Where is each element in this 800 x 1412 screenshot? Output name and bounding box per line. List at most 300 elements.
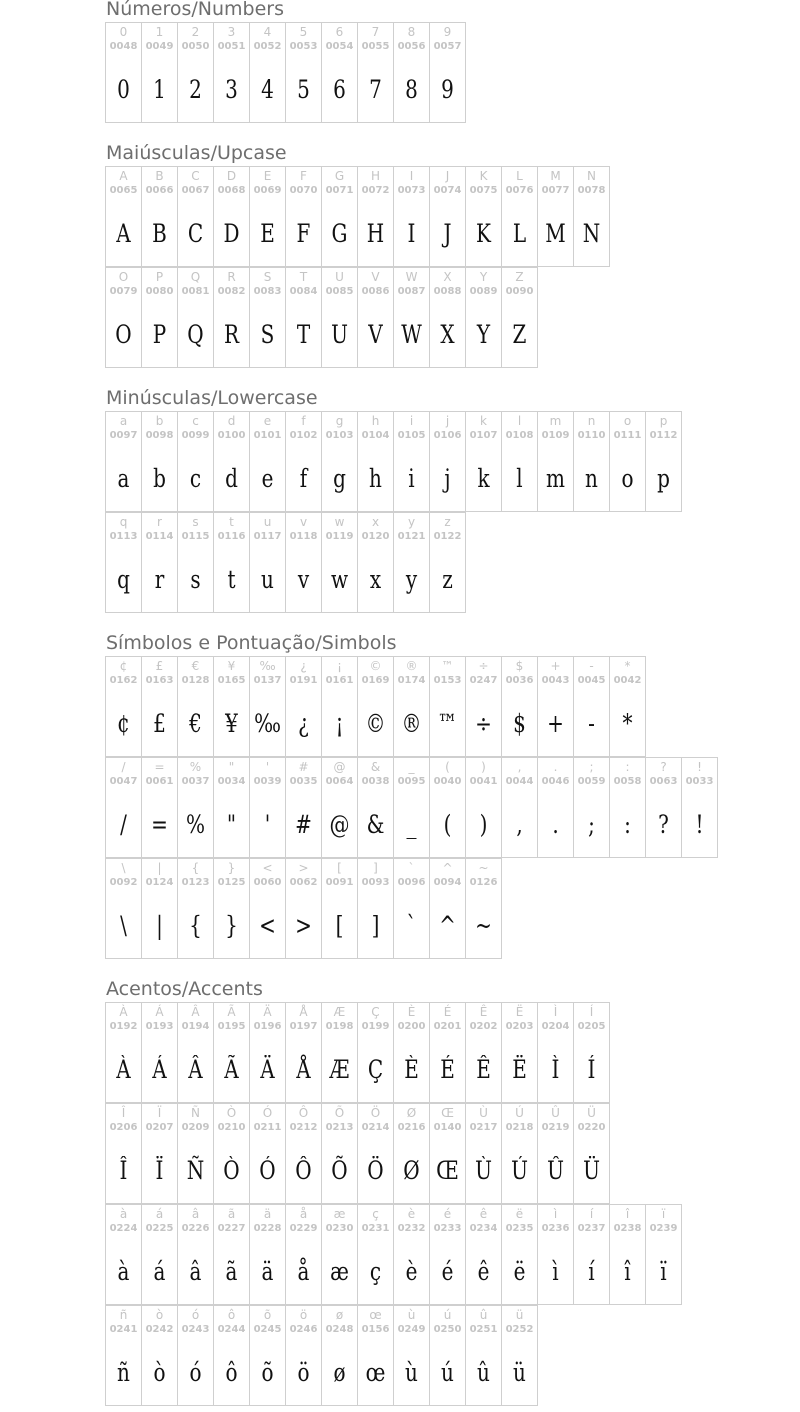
glyph-code: 0118 xyxy=(289,531,318,542)
glyph-cell xyxy=(286,758,322,858)
glyph-label: ç xyxy=(372,1207,379,1221)
glyph-code: 0076 xyxy=(505,185,534,196)
glyph-sample: V xyxy=(368,320,383,349)
glyph-code: 0043 xyxy=(541,675,570,686)
glyph-cell xyxy=(106,1306,142,1406)
glyph-cell xyxy=(106,513,142,613)
glyph-label: ò xyxy=(155,1308,164,1322)
glyph-code: 0095 xyxy=(397,776,426,787)
glyph-label: © xyxy=(369,659,382,673)
glyph-sample: Ï xyxy=(155,1156,164,1185)
glyph-sample: ) xyxy=(479,810,488,839)
glyph-label: € xyxy=(191,659,200,673)
glyph-sample: n xyxy=(585,464,598,493)
glyph-sample: À xyxy=(116,1055,131,1084)
glyph-cell xyxy=(214,513,250,613)
glyph-label: à xyxy=(119,1207,128,1221)
glyph-code: 0115 xyxy=(181,531,210,542)
glyph-code: 0169 xyxy=(361,675,390,686)
glyph-code: 0113 xyxy=(109,531,138,542)
glyph-cell xyxy=(322,513,358,613)
glyph-sample: > xyxy=(295,911,312,940)
glyph-sample: Ë xyxy=(512,1055,527,1084)
glyph-label: ù xyxy=(407,1308,416,1322)
glyph-code: 0121 xyxy=(397,531,426,542)
glyph-label: ` xyxy=(408,861,415,875)
glyph-label: N xyxy=(587,169,596,183)
glyph-sample: ó xyxy=(189,1358,202,1387)
glyph-code: 0232 xyxy=(397,1223,426,1234)
glyph-code: 0224 xyxy=(109,1223,138,1234)
glyph-label: â xyxy=(191,1207,200,1221)
glyph-code: 0119 xyxy=(325,531,354,542)
glyph-cell xyxy=(142,859,178,959)
glyph-cell xyxy=(142,1104,178,1204)
glyph-code: 0033 xyxy=(685,776,714,787)
glyph-label: F xyxy=(300,169,307,183)
glyph-label: @ xyxy=(333,760,346,774)
glyph-sample: æ xyxy=(330,1257,349,1286)
glyph-cell xyxy=(430,23,466,123)
glyph-sample: å xyxy=(297,1257,310,1286)
glyph-cell xyxy=(538,758,574,858)
glyph-sample: Ñ xyxy=(186,1156,205,1185)
glyph-label: Û xyxy=(551,1106,560,1120)
glyph-label: b xyxy=(155,414,164,428)
glyph-cell xyxy=(178,23,214,123)
glyph-sample: 5 xyxy=(297,75,310,104)
glyph-sample: M xyxy=(545,219,566,248)
glyph-cell xyxy=(322,167,358,267)
glyph-code: 0242 xyxy=(145,1324,174,1335)
glyph-code: 0227 xyxy=(217,1223,246,1234)
glyph-code: 0064 xyxy=(325,776,354,787)
glyph-label: Œ xyxy=(441,1106,454,1120)
glyph-sample: Ú xyxy=(511,1156,528,1185)
glyph-sample: g xyxy=(333,464,346,493)
glyph-code: 0074 xyxy=(433,185,462,196)
glyph-sample: K xyxy=(476,219,491,248)
glyph-cell xyxy=(466,657,502,757)
glyph-sample: , xyxy=(516,810,523,839)
glyph-code: 0049 xyxy=(145,41,174,52)
glyph-cell xyxy=(250,657,286,757)
glyph-label: Ò xyxy=(226,1106,237,1120)
glyph-code: 0114 xyxy=(145,531,174,542)
glyph-cell xyxy=(610,412,646,512)
glyph-sample: 2 xyxy=(189,75,202,104)
glyph-code: 0089 xyxy=(469,286,498,297)
section-title-numbers: Números/Numbers xyxy=(106,0,284,20)
glyph-sample: ] xyxy=(371,911,380,940)
glyph-code: 0156 xyxy=(361,1324,390,1335)
glyph-cell xyxy=(646,412,682,512)
glyph-label: e xyxy=(263,414,272,428)
glyph-code: 0084 xyxy=(289,286,318,297)
glyph-cell xyxy=(106,1205,142,1305)
glyph-sample: ô xyxy=(225,1358,238,1387)
glyph-cell xyxy=(178,1205,214,1305)
glyph-sample: # xyxy=(295,810,312,839)
glyph-code: 0060 xyxy=(253,877,282,888)
glyph-sample: S xyxy=(260,320,275,349)
glyph-cell xyxy=(178,758,214,858)
glyph-cell xyxy=(250,1104,286,1204)
glyph-code: 0111 xyxy=(613,430,642,441)
glyph-sample: ¢ xyxy=(117,709,130,738)
glyph-label: ö xyxy=(299,1308,308,1322)
glyph-sample: â xyxy=(189,1257,202,1286)
glyph-code: 0165 xyxy=(217,675,246,686)
glyph-label: " xyxy=(228,760,235,774)
glyph-cell xyxy=(250,1306,286,1406)
glyph-label: s xyxy=(192,515,199,529)
glyph-cell xyxy=(322,412,358,512)
glyph-sample: É xyxy=(440,1055,455,1084)
glyph-sample: x xyxy=(369,565,382,594)
glyph-code: 0052 xyxy=(253,41,282,52)
glyph-sample: ú xyxy=(441,1358,454,1387)
glyph-label: é xyxy=(443,1207,452,1221)
glyph-sample: ? xyxy=(658,810,669,839)
glyph-cell xyxy=(178,268,214,368)
glyph-label: Ã xyxy=(227,1005,236,1019)
glyph-sample: O xyxy=(115,320,132,349)
glyph-label: ¥ xyxy=(227,659,236,673)
glyph-cell xyxy=(358,167,394,267)
glyph-code: 0063 xyxy=(649,776,678,787)
glyph-cell xyxy=(394,23,430,123)
glyph-sample: Â xyxy=(188,1055,203,1084)
glyph-label: k xyxy=(480,414,487,428)
glyph-label: G xyxy=(334,169,345,183)
glyph-code: 0087 xyxy=(397,286,426,297)
glyph-label: Z xyxy=(515,270,524,284)
glyph-cell xyxy=(358,513,394,613)
glyph-code: 0061 xyxy=(145,776,174,787)
glyph-code: 0117 xyxy=(253,531,282,542)
glyph-cell xyxy=(250,513,286,613)
glyph-code: 0109 xyxy=(541,430,570,441)
glyph-cell xyxy=(358,23,394,123)
glyph-label: t xyxy=(229,515,234,529)
glyph-sample: 6 xyxy=(333,75,346,104)
glyph-code: 0107 xyxy=(469,430,498,441)
glyph-sample: @ xyxy=(329,810,350,839)
glyph-cell xyxy=(214,1306,250,1406)
glyph-label: ¡ xyxy=(337,659,342,673)
glyph-label: ¢ xyxy=(119,659,128,673)
glyph-label: , xyxy=(517,760,522,774)
glyph-cell xyxy=(394,657,430,757)
glyph-label: 8 xyxy=(407,25,416,39)
section-title-accents: Acentos/Accents xyxy=(106,978,263,1000)
glyph-label: E xyxy=(263,169,272,183)
glyph-cell xyxy=(214,1003,250,1103)
glyph-label: S xyxy=(263,270,272,284)
glyph-cell xyxy=(502,758,538,858)
glyph-label: £ xyxy=(155,659,164,673)
glyph-code: 0191 xyxy=(289,675,318,686)
glyph-sample: a xyxy=(117,464,130,493)
glyph-code: 0044 xyxy=(505,776,534,787)
glyph-sample: t xyxy=(227,565,236,594)
glyph-label: ] xyxy=(373,861,378,875)
glyph-code: 0078 xyxy=(577,185,606,196)
glyph-row-numbers-1 xyxy=(105,22,466,123)
glyph-cell xyxy=(430,1205,466,1305)
glyph-label: è xyxy=(407,1207,416,1221)
glyph-label: ( xyxy=(445,760,450,774)
glyph-sample: R xyxy=(223,320,240,349)
glyph-code: 0197 xyxy=(289,1021,318,1032)
glyph-code: 0207 xyxy=(145,1122,174,1133)
glyph-code: 0057 xyxy=(433,41,462,52)
glyph-code: 0066 xyxy=(145,185,174,196)
glyph-label: m xyxy=(549,414,562,428)
glyph-label: ê xyxy=(479,1207,488,1221)
glyph-sample: 8 xyxy=(405,75,418,104)
glyph-sample: ¥ xyxy=(225,709,238,738)
glyph-sample: à xyxy=(117,1257,130,1286)
glyph-sample: * xyxy=(622,709,633,738)
glyph-code: 0204 xyxy=(541,1021,570,1032)
glyph-cell xyxy=(502,1104,538,1204)
glyph-label: R xyxy=(227,270,236,284)
glyph-cell xyxy=(106,859,142,959)
glyph-code: 0230 xyxy=(325,1223,354,1234)
glyph-label: 4 xyxy=(263,25,272,39)
glyph-cell xyxy=(322,268,358,368)
glyph-cell xyxy=(286,1205,322,1305)
glyph-cell xyxy=(466,412,502,512)
glyph-sample: ! xyxy=(695,810,704,839)
glyph-cell xyxy=(178,513,214,613)
glyph-sample: ç xyxy=(369,1257,382,1286)
glyph-sample: e xyxy=(261,464,274,493)
glyph-sample: ÷ xyxy=(475,709,492,738)
glyph-sample: í xyxy=(588,1257,595,1286)
glyph-label: l xyxy=(517,414,522,428)
glyph-code: 0239 xyxy=(649,1223,678,1234)
glyph-label: Q xyxy=(190,270,201,284)
glyph-cell xyxy=(178,412,214,512)
glyph-cell xyxy=(142,23,178,123)
glyph-sample: ã xyxy=(225,1257,238,1286)
glyph-sample: Ì xyxy=(551,1055,560,1084)
glyph-label: Ú xyxy=(515,1106,524,1120)
glyph-code: 0216 xyxy=(397,1122,426,1133)
glyph-code: 0234 xyxy=(469,1223,498,1234)
glyph-sample: . xyxy=(552,810,559,839)
glyph-row-accents-4 xyxy=(105,1305,538,1406)
glyph-code: 0069 xyxy=(253,185,282,196)
glyph-code: 0042 xyxy=(613,675,642,686)
glyph-sample: Í xyxy=(587,1055,596,1084)
glyph-label: ú xyxy=(443,1308,452,1322)
glyph-label: C xyxy=(191,169,200,183)
glyph-cell xyxy=(358,1205,394,1305)
glyph-label: ‰ xyxy=(259,659,276,673)
glyph-sample: m xyxy=(546,464,565,493)
glyph-code: 0201 xyxy=(433,1021,462,1032)
glyph-code: 0082 xyxy=(217,286,246,297)
glyph-label: X xyxy=(443,270,452,284)
glyph-code: 0220 xyxy=(577,1122,606,1133)
glyph-sample: q xyxy=(117,565,130,594)
glyph-label: ~ xyxy=(478,861,489,875)
glyph-label: % xyxy=(189,760,202,774)
glyph-code: 0237 xyxy=(577,1223,606,1234)
glyph-cell xyxy=(610,1205,646,1305)
glyph-code: 0123 xyxy=(181,877,210,888)
glyph-label: õ xyxy=(263,1308,272,1322)
glyph-cell xyxy=(538,657,574,757)
glyph-code: 0137 xyxy=(253,675,282,686)
glyph-label: r xyxy=(157,515,162,529)
glyph-sample: î xyxy=(624,1257,631,1286)
glyph-sample: ® xyxy=(401,709,422,738)
section-title-symbols: Símbolos e Pontuação/Simbols xyxy=(106,632,397,654)
glyph-sample: } xyxy=(225,911,238,940)
glyph-sample: F xyxy=(296,219,311,248)
glyph-code: 0202 xyxy=(469,1021,498,1032)
glyph-cell xyxy=(394,268,430,368)
glyph-code: 0035 xyxy=(289,776,318,787)
glyph-sample: á xyxy=(153,1257,166,1286)
glyph-code: 0036 xyxy=(505,675,534,686)
glyph-cell xyxy=(358,1104,394,1204)
glyph-code: 0228 xyxy=(253,1223,282,1234)
glyph-cell xyxy=(142,268,178,368)
glyph-cell xyxy=(106,268,142,368)
glyph-code: 0093 xyxy=(361,877,390,888)
glyph-cell xyxy=(286,513,322,613)
glyph-cell xyxy=(322,1306,358,1406)
glyph-sample: \ xyxy=(120,911,127,940)
glyph-cell xyxy=(394,412,430,512)
glyph-label: / xyxy=(121,760,126,774)
glyph-code: 0053 xyxy=(289,41,318,52)
glyph-code: 0039 xyxy=(253,776,282,787)
glyph-cell xyxy=(358,1306,394,1406)
glyph-code: 0213 xyxy=(325,1122,354,1133)
glyph-sample: Æ xyxy=(329,1055,350,1084)
glyph-cell xyxy=(502,412,538,512)
glyph-code: 0077 xyxy=(541,185,570,196)
glyph-code: 0040 xyxy=(433,776,462,787)
glyph-cell xyxy=(502,1205,538,1305)
glyph-sample: ' xyxy=(264,810,271,839)
glyph-label: î xyxy=(625,1207,630,1221)
glyph-sample: N xyxy=(582,219,601,248)
glyph-sample: Ù xyxy=(475,1156,492,1185)
glyph-cell xyxy=(286,1306,322,1406)
glyph-label: & xyxy=(370,760,381,774)
glyph-cell xyxy=(358,412,394,512)
glyph-cell xyxy=(142,758,178,858)
glyph-sample: Z xyxy=(512,320,527,349)
glyph-label: > xyxy=(298,861,309,875)
glyph-label: 7 xyxy=(371,25,380,39)
glyph-sample: f xyxy=(299,464,308,493)
glyph-sample: ü xyxy=(513,1358,526,1387)
glyph-label: ' xyxy=(265,760,270,774)
glyph-cell xyxy=(214,167,250,267)
glyph-sample: Ø xyxy=(403,1156,420,1185)
glyph-sample: s xyxy=(190,565,201,594)
glyph-label: ü xyxy=(515,1308,524,1322)
glyph-sample: ` xyxy=(406,911,417,940)
glyph-label: T xyxy=(299,270,308,284)
glyph-cell xyxy=(106,23,142,123)
glyph-cell xyxy=(322,23,358,123)
glyph-label: I xyxy=(409,169,414,183)
glyph-label: ã xyxy=(227,1207,236,1221)
glyph-cell xyxy=(610,758,646,858)
glyph-label: _ xyxy=(408,760,415,774)
glyph-code: 0236 xyxy=(541,1223,570,1234)
glyph-label: ë xyxy=(515,1207,524,1221)
glyph-cell xyxy=(466,268,502,368)
glyph-code: 0050 xyxy=(181,41,210,52)
glyph-label: : xyxy=(625,760,630,774)
glyph-label: ¿ xyxy=(300,659,307,673)
glyph-cell xyxy=(430,167,466,267)
glyph-cell xyxy=(250,23,286,123)
glyph-cell xyxy=(250,1003,286,1103)
glyph-cell xyxy=(574,167,610,267)
glyph-cell xyxy=(466,758,502,858)
glyph-code: 0101 xyxy=(253,430,282,441)
glyph-code: 0243 xyxy=(181,1324,210,1335)
glyph-cell xyxy=(214,758,250,858)
glyph-sample: Î xyxy=(119,1156,128,1185)
glyph-label: + xyxy=(550,659,561,673)
glyph-code: 0198 xyxy=(325,1021,354,1032)
glyph-sample: ñ xyxy=(117,1358,130,1387)
glyph-label: A xyxy=(119,169,128,183)
glyph-label: á xyxy=(155,1207,164,1221)
glyph-sample: L xyxy=(512,219,527,248)
glyph-cell xyxy=(574,657,610,757)
glyph-code: 0065 xyxy=(109,185,138,196)
glyph-cell xyxy=(430,1003,466,1103)
glyph-cell xyxy=(394,167,430,267)
glyph-code: 0105 xyxy=(397,430,426,441)
glyph-label: d xyxy=(227,414,236,428)
glyph-cell xyxy=(394,758,430,858)
glyph-sample: z xyxy=(442,565,453,594)
glyph-label: Ä xyxy=(263,1005,272,1019)
glyph-sample: p xyxy=(657,464,670,493)
glyph-label: í xyxy=(589,1207,594,1221)
glyph-cell xyxy=(394,513,430,613)
glyph-code: 0247 xyxy=(469,675,498,686)
glyph-cell xyxy=(502,657,538,757)
glyph-label: É xyxy=(443,1005,452,1019)
glyph-sample: ¡ xyxy=(335,709,344,738)
glyph-label: V xyxy=(371,270,380,284)
glyph-label: M xyxy=(550,169,561,183)
glyph-cell xyxy=(106,412,142,512)
glyph-code: 0231 xyxy=(361,1223,390,1234)
glyph-label: Ó xyxy=(262,1106,273,1120)
glyph-cell xyxy=(466,1003,502,1103)
glyph-cell xyxy=(142,167,178,267)
glyph-label: g xyxy=(335,414,344,428)
glyph-code: 0161 xyxy=(325,675,354,686)
